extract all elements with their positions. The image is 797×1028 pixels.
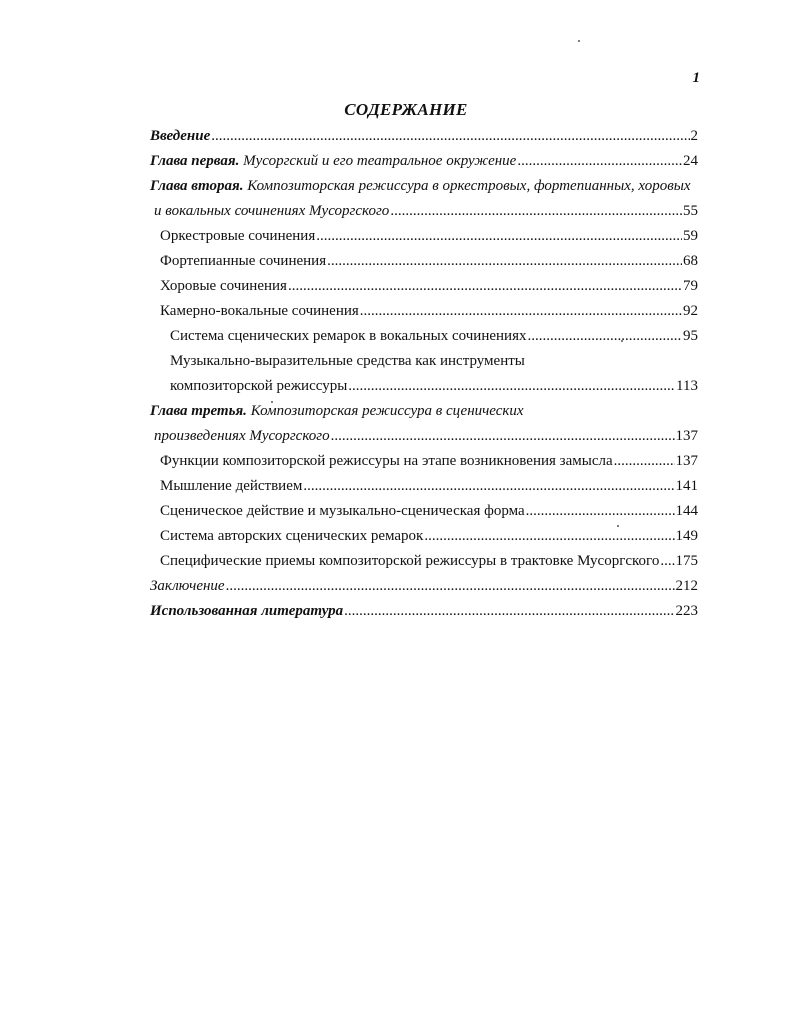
toc-page-number: 68 <box>683 253 698 269</box>
chapter-title: Композиторская режиссура в оркестровых, фортепианных, хоровых <box>243 178 691 194</box>
toc-section <box>150 524 698 549</box>
section-title: Функции композиторской режиссуры на этапе возникновения замысла <box>160 453 613 469</box>
chapter-title: Композиторская режиссура в сценических <box>246 403 524 419</box>
table-of-contents <box>150 124 698 624</box>
section-title: Фортепианные сочинения <box>160 253 327 269</box>
leader-dots <box>327 249 682 274</box>
toc-entry-chapter-3-line-1 <box>150 399 698 424</box>
subsection-title-continued: композиторской режиссуры <box>170 378 348 394</box>
toc-page-number: 141 <box>675 478 698 494</box>
subsection-title: Система сценических ремарок в вокальных сочинениях <box>170 328 527 344</box>
toc-entry-label: Заключение <box>150 578 225 594</box>
toc-page-number: 212 <box>675 578 698 594</box>
toc-entry-chapter-3-line-2 <box>150 424 698 449</box>
chapter-label: Глава вторая. <box>150 178 244 194</box>
toc-entry-intro <box>150 124 698 149</box>
chapter-title: Мусоргский и его театральное окружение <box>239 153 517 169</box>
toc-entry-chapter-2-line-1 <box>150 174 698 199</box>
leader-dots <box>288 274 682 299</box>
leader-dots <box>390 199 682 224</box>
leader-dots <box>331 424 675 449</box>
toc-page-number: 79 <box>683 278 698 294</box>
leader-dots <box>226 574 675 599</box>
scan-speck <box>271 401 273 403</box>
toc-page-number: 137 <box>675 453 698 469</box>
leader-dots <box>360 299 682 324</box>
toc-entry-label: Введение <box>150 128 211 144</box>
toc-page-number: 175 <box>675 553 698 569</box>
toc-page-number: 144 <box>675 503 698 519</box>
toc-entry-chapter-2-line-2 <box>150 199 698 224</box>
toc-page-number: 55 <box>683 203 698 219</box>
section-title: Мышление действием <box>160 478 303 494</box>
scan-speck <box>621 340 623 342</box>
toc-page-number: 113 <box>676 378 698 394</box>
toc-section <box>150 249 698 274</box>
toc-page-number: 95 <box>683 328 698 344</box>
leader-dots <box>344 599 674 624</box>
leader-dots <box>517 149 682 174</box>
toc-section <box>150 299 698 324</box>
toc-section <box>150 499 698 524</box>
section-title: Оркестровые сочинения <box>160 228 316 244</box>
section-title: Хоровые сочинения <box>160 278 287 294</box>
page-title: СОДЕРЖАНИЕ <box>344 100 468 119</box>
toc-page-number: 223 <box>675 603 698 619</box>
chapter-title-continued: и вокальных сочинениях Мусоргского <box>154 203 390 219</box>
leader-dots <box>348 374 675 399</box>
toc-section <box>150 224 698 249</box>
toc-entry-label: Использованная литература <box>150 603 344 619</box>
toc-subsection-line-2 <box>150 374 698 399</box>
chapter-title-continued: произведениях Мусоргского <box>154 428 330 444</box>
leader-dots <box>303 474 674 499</box>
toc-page-number: 92 <box>683 303 698 319</box>
toc-entry-text <box>150 149 516 174</box>
subsection-title: Музыкально-выразительные средства как инструменты <box>170 353 525 369</box>
section-title: Система авторских сценических ремарок <box>160 528 424 544</box>
toc-page-number: 24 <box>683 153 698 169</box>
leader-dots <box>526 499 675 524</box>
toc-section <box>150 274 698 299</box>
toc-page-number: 59 <box>683 228 698 244</box>
leader-dots <box>424 524 674 549</box>
leader-dots <box>614 449 675 474</box>
toc-page-number: 137 <box>675 428 698 444</box>
section-title: Сценическое действие и музыкально-сценическая форма <box>160 503 525 519</box>
toc-subsection <box>150 324 698 349</box>
toc-entry-literature <box>150 599 698 624</box>
leader-dots <box>316 224 682 249</box>
leader-dots <box>660 549 674 574</box>
toc-page-number: 2 <box>690 128 698 144</box>
scan-speck <box>617 525 619 527</box>
section-title: Специфические приемы композиторской режиссуры в трактовке Мусоргского <box>160 553 660 569</box>
section-title: Камерно-вокальные сочинения <box>160 303 359 319</box>
toc-entry-conclusion <box>150 574 698 599</box>
toc-subsection-line-1 <box>150 349 698 374</box>
toc-section <box>150 474 698 499</box>
leader-dots <box>211 124 689 149</box>
chapter-label: Глава третья. <box>150 403 247 419</box>
leader-dots <box>527 324 682 349</box>
toc-section <box>150 449 698 474</box>
scan-speck <box>578 40 580 42</box>
toc-page-number: 149 <box>675 528 698 544</box>
page-number: 1 <box>692 70 700 86</box>
toc-section <box>150 549 698 574</box>
toc-entry-chapter-1 <box>150 149 698 174</box>
chapter-label: Глава первая. <box>150 153 240 169</box>
